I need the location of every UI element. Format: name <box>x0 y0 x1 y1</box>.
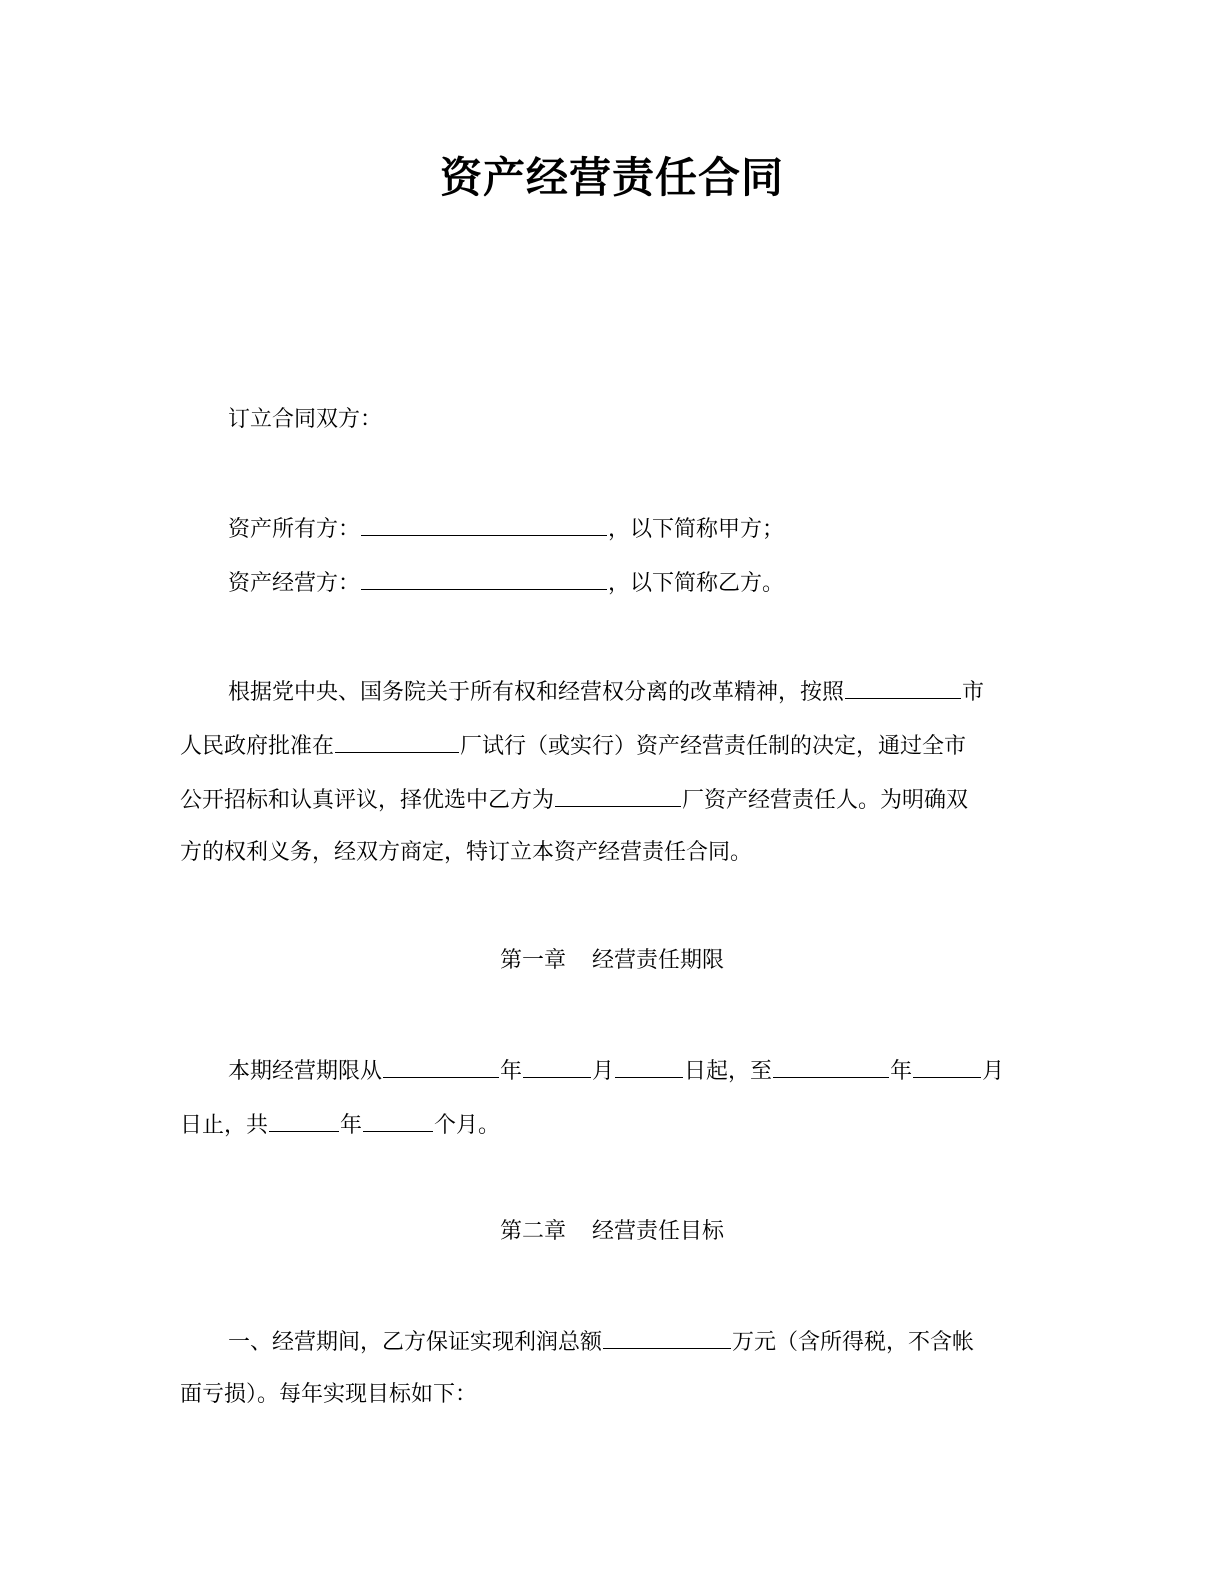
target-text: 万元（含所得税，不含帐 <box>732 1330 975 1355</box>
chapter-number: 第一章 <box>499 948 566 973</box>
document-title: 资产经营责任合同 <box>439 153 784 202</box>
term-text: 年 <box>890 1059 913 1084</box>
start-month-blank[interactable] <box>523 1055 591 1078</box>
term-text: 年 <box>340 1113 363 1138</box>
preamble-text: 人民政府批准在 <box>180 734 335 759</box>
operator-blank[interactable] <box>361 567 607 590</box>
operator-line <box>228 567 784 599</box>
owner-suffix: ，以下简称甲方； <box>608 517 785 542</box>
end-year-blank[interactable] <box>773 1055 889 1078</box>
owner-blank[interactable] <box>361 513 607 536</box>
parties-heading: 订立合同双方： <box>228 407 383 432</box>
term-line-1 <box>228 1055 1004 1087</box>
total-months-blank[interactable] <box>363 1109 433 1132</box>
target-line-2: 面亏损）。每年实现目标如下： <box>180 1382 478 1407</box>
chapter-title: 经营责任期限 <box>592 948 725 973</box>
term-text: 本期经营期限从 <box>228 1059 383 1084</box>
preamble-text: 市 <box>962 680 985 705</box>
preamble-text: 公开招标和认真评议，择优选中乙方为 <box>180 788 555 813</box>
chapter-2-heading <box>0 1217 1224 1247</box>
term-text: 日起，至 <box>684 1059 773 1084</box>
preamble-line-3 <box>180 784 968 816</box>
end-month-blank[interactable] <box>913 1055 981 1078</box>
target-text: 一、经营期间，乙方保证实现利润总额 <box>228 1330 603 1355</box>
term-line-2 <box>180 1109 500 1141</box>
chapter-number: 第二章 <box>499 1219 566 1244</box>
factory-blank[interactable] <box>335 730 459 753</box>
term-text: 月 <box>982 1059 1005 1084</box>
preamble-line-1 <box>228 676 984 708</box>
factory-blank-2[interactable] <box>555 784 681 807</box>
operator-suffix: ，以下简称乙方。 <box>608 571 785 596</box>
operator-label: 资产经营方： <box>228 571 361 596</box>
term-text: 月 <box>592 1059 615 1084</box>
owner-line <box>228 513 784 545</box>
profit-blank[interactable] <box>603 1326 731 1349</box>
total-years-blank[interactable] <box>269 1109 339 1132</box>
target-line-1 <box>228 1326 974 1358</box>
preamble-line-2 <box>180 730 966 762</box>
start-day-blank[interactable] <box>615 1055 683 1078</box>
start-year-blank[interactable] <box>383 1055 499 1078</box>
preamble-text: 厂试行（或实行）资产经营责任制的决定，通过全市 <box>460 734 967 759</box>
chapter-title: 经营责任目标 <box>592 1219 725 1244</box>
owner-label: 资产所有方： <box>228 517 361 542</box>
term-text: 日止，共 <box>180 1113 269 1138</box>
preamble-text: 厂资产经营责任人。为明确双 <box>682 788 969 813</box>
term-text: 年 <box>500 1059 523 1084</box>
term-text: 个月。 <box>434 1113 501 1138</box>
preamble-text: 根据党中央、国务院关于所有权和经营权分离的改革精神，按照 <box>228 680 845 705</box>
preamble-line-4: 方的权利义务，经双方商定，特订立本资产经营责任合同。 <box>180 840 753 865</box>
chapter-1-heading <box>0 946 1224 976</box>
city-blank[interactable] <box>845 676 961 699</box>
